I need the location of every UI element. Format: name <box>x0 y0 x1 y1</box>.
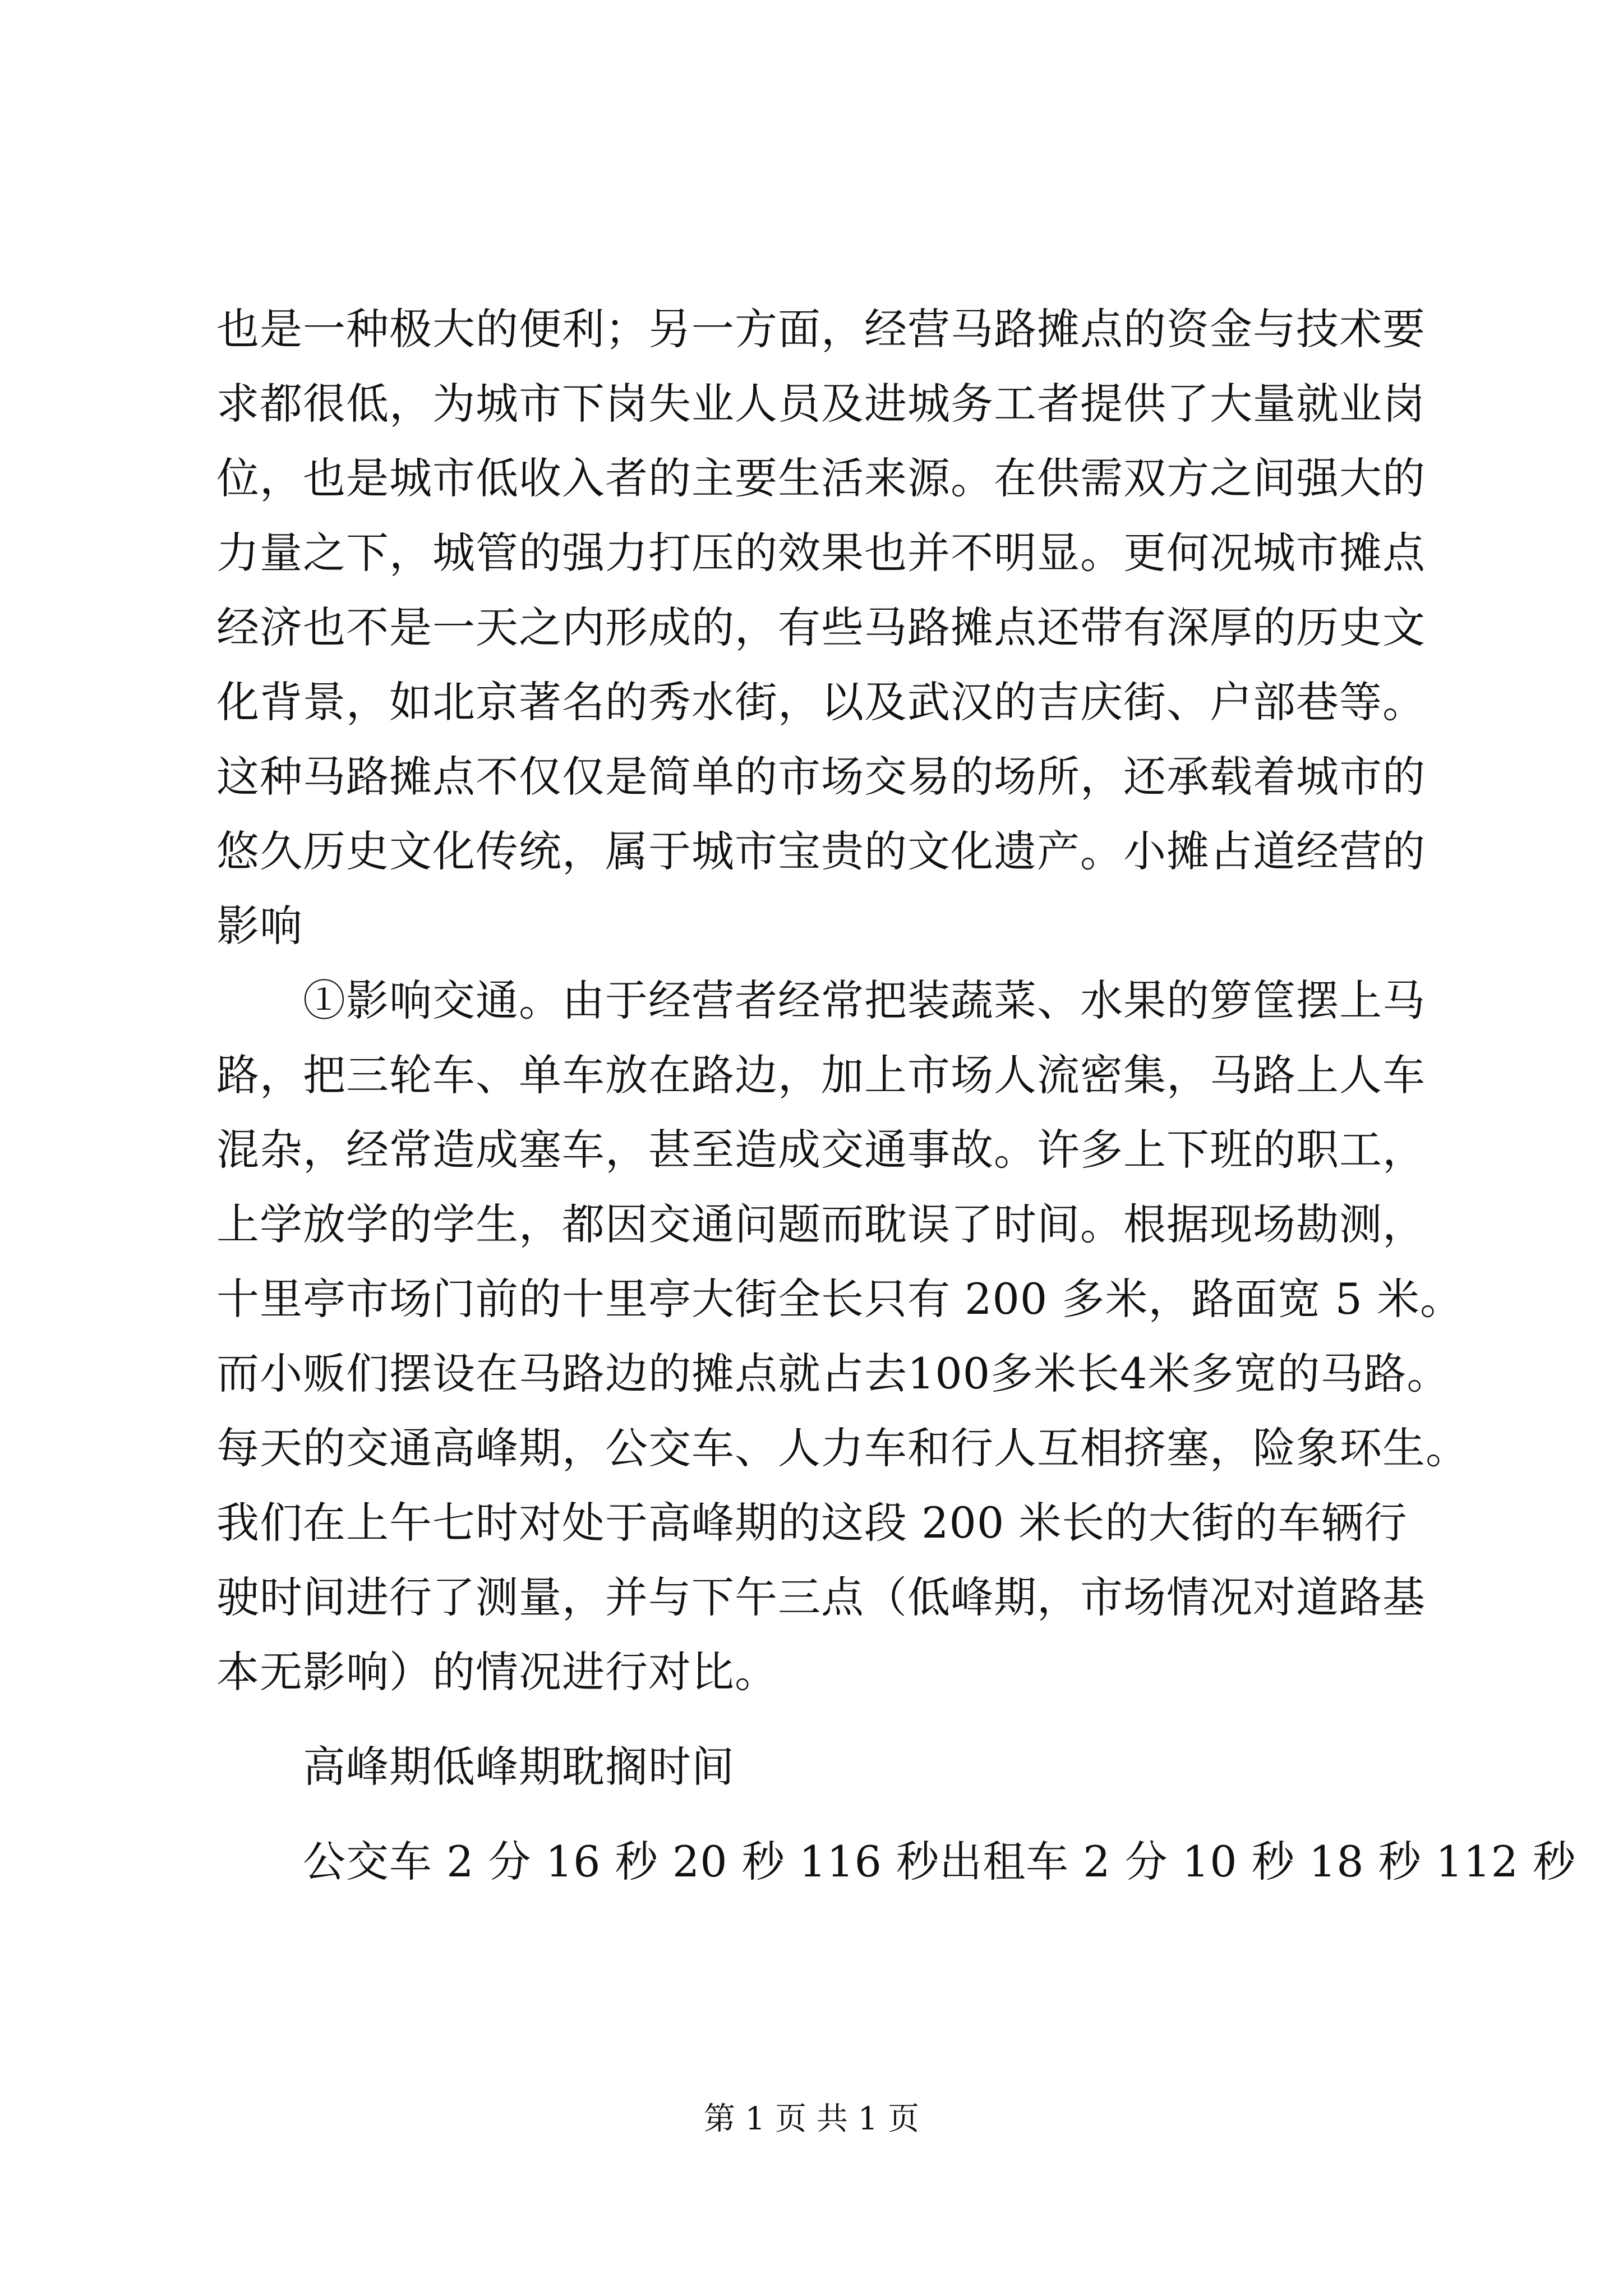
text-line: 混杂，经常造成塞车，甚至造成交通事故。许多上下班的职工， <box>216 1125 1426 1175</box>
text-line: 这种马路摊点不仅仅是简单的市场交易的场所，还承载着城市的 <box>216 752 1426 802</box>
text-line: 力量之下，城管的强力打压的效果也并不明显。更何况城市摊点 <box>216 528 1426 578</box>
text-line: 十里亭市场门前的十里亭大街全长只有 200 多米，路面宽 5 米。 <box>216 1274 1464 1324</box>
text-line: 化背景，如北京著名的秀水街，以及武汉的吉庆街、户部巷等。 <box>216 677 1426 727</box>
page-number: 第 1 页 共 1 页 <box>703 2101 920 2137</box>
text-line: 路，把三轮车、单车放在路边，加上市场人流密集，马路上人车 <box>216 1050 1426 1100</box>
table-row-line: 公交车 2 分 16 秒 20 秒 116 秒出租车 2 分 10 秒 18 秒 112 秒 <box>303 1837 1576 1887</box>
text-line: 而小贩们摆设在马路边的摊点就占去100多米长4米多宽的马路。 <box>216 1349 1450 1398</box>
text-line: 位，也是城市低收入者的主要生活来源。在供需双方之间强大的 <box>216 453 1426 503</box>
text-line: 也是一种极大的便利；另一方面，经营马路摊点的资金与技术要 <box>216 304 1426 354</box>
text-line: 驶时间进行了测量，并与下午三点（低峰期，市场情况对道路基 <box>216 1572 1426 1622</box>
text-line: 我们在上午七时对处于高峰期的这段 200 米长的大街的车辆行 <box>216 1498 1408 1548</box>
text-line: 每天的交通高峰期，公交车、人力车和行人互相挤塞，险象环生。 <box>216 1423 1469 1473</box>
text-line: 经济也不是一天之内形成的，有些马路摊点还带有深厚的历史文 <box>216 602 1426 652</box>
text-line: 上学放学的学生，都因交通问题而耽误了时间。根据现场勘测， <box>216 1199 1426 1249</box>
table-header-line: 高峰期低峰期耽搁时间 <box>303 1742 735 1792</box>
text-line: 影响 <box>216 901 303 951</box>
text-line: ①影响交通。由于经营者经常把装蔬菜、水果的箩筐摆上马 <box>303 976 1426 1025</box>
text-line: 悠久历史文化传统，属于城市宝贵的文化遗产。小摊占道经营的 <box>216 826 1426 876</box>
text-line: 本无影响）的情况进行对比。 <box>216 1647 778 1697</box>
text-line: 求都很低，为城市下岗失业人员及进城务工者提供了大量就业岗 <box>216 379 1426 429</box>
